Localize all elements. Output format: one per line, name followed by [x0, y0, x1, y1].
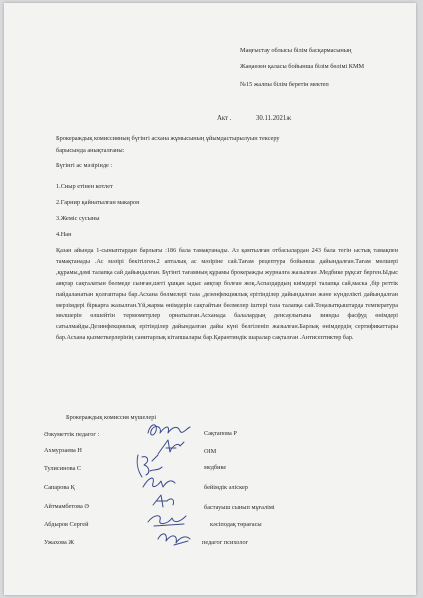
menu-item: 2.Гарнир қайнатылған макарон	[56, 199, 140, 206]
intro-line-2: барысында анықталғаны:	[56, 147, 125, 154]
member-role: медбике	[204, 464, 227, 471]
member-role: кәсіподақ төрағасы	[210, 521, 262, 528]
act-label: Акт .	[217, 115, 232, 122]
signature-member-6	[154, 527, 194, 549]
member-name: Абдыров Сергей	[44, 521, 89, 528]
intro-line-1: Брокераждық комиссияның бүгінгі асхана жұмысының ұйымдастырылуын тексеру	[56, 135, 280, 142]
menu-heading: Бүгінгі ас мәзірінде :	[56, 162, 113, 169]
member-role: бастауыш сынып мұғалімі	[204, 504, 275, 511]
member-name: Тулисинова С	[44, 465, 82, 472]
menu-item: 3.Жеміс сусыны	[56, 215, 100, 222]
chair-label: Әзкуметтік педагог :	[44, 431, 100, 438]
menu-item: 1.Сиыр етінен котлет	[56, 183, 113, 190]
header-line-1: Маңғыстау облысы білім басқармасының	[240, 47, 352, 54]
header-line-3: №15 жалпы білім беретін мектеп	[240, 81, 329, 88]
member-role: бейімдік әліскер	[204, 484, 248, 491]
body-paragraph: Қазан айында 1-сыныптардан барлығы :186 бала тамақтанады. Аз қамтылған отбасылардан 243 бала тегін ыстық тамақпен тамақтанады .Ас мәзірі бекітілген.2 апталық ас мәзіріне сай.Тағам рецептура бойынша дайындалған.Тағам мөлшері ,құрамы,дәмі талапқа сай дайындалған. Бүгінгі тағамның құрамы брокеражды журналға жазылған .Медбике рұқсат берген.Ыдыс аяқтар сақталатын бөлмеде сынған,шеті ұшқан ыдыс аяқтар болған жоқ.Аспаздардың киімдері талапқа сай,маска ,бір реттік пайдаланатын қолғаптары бар.Асхана бөлмелері таза ,дезенфекциялық ерітінділер дайындалған және күнделікті дайындалған мерзімдері біркарға жазылған.Үй,жарма өнімдерін сақтайтын бөлмелер іштері таза талапқа сай.Тоңазытқыштарда температура мөлшерін өлшейтін термометрлер орнатылған.Асханада балалардың денсаулығына зиянды фасфуд өнімдері сатылмайды.Дезинфекциялық ерітінділер дайындалған дайы күні белгіленіп жазылған.Барлық өнімдердің сертификаттары бар.Асхана қызметкерлерінің санитарлық кітапшалары бар.Қарантиндік шаралар сақталған .Антисептиктер бар.	[56, 247, 398, 342]
member-name: Сапарова Қ	[44, 484, 75, 491]
commission-heading: Брокераждық комиссия мүшелері	[66, 414, 157, 421]
member-name: Ужахова Ж	[44, 539, 75, 546]
member-name: Сақтапова Р	[204, 430, 237, 437]
member-name: Ахмурзаева Н	[44, 447, 82, 454]
member-role: ОІМ	[204, 448, 217, 455]
document-page	[4, 3, 416, 595]
act-date: 30.11.2021ж	[256, 115, 292, 122]
signature-member-3	[139, 471, 179, 493]
menu-item: 4.Нан	[56, 231, 72, 238]
member-name: Айтмамбетова Ә	[44, 503, 89, 510]
member-role: педагог психолог	[202, 539, 249, 546]
header-line-2: Жаңаөзен қаласы бойынша білім бөлімі КММ	[240, 63, 365, 70]
